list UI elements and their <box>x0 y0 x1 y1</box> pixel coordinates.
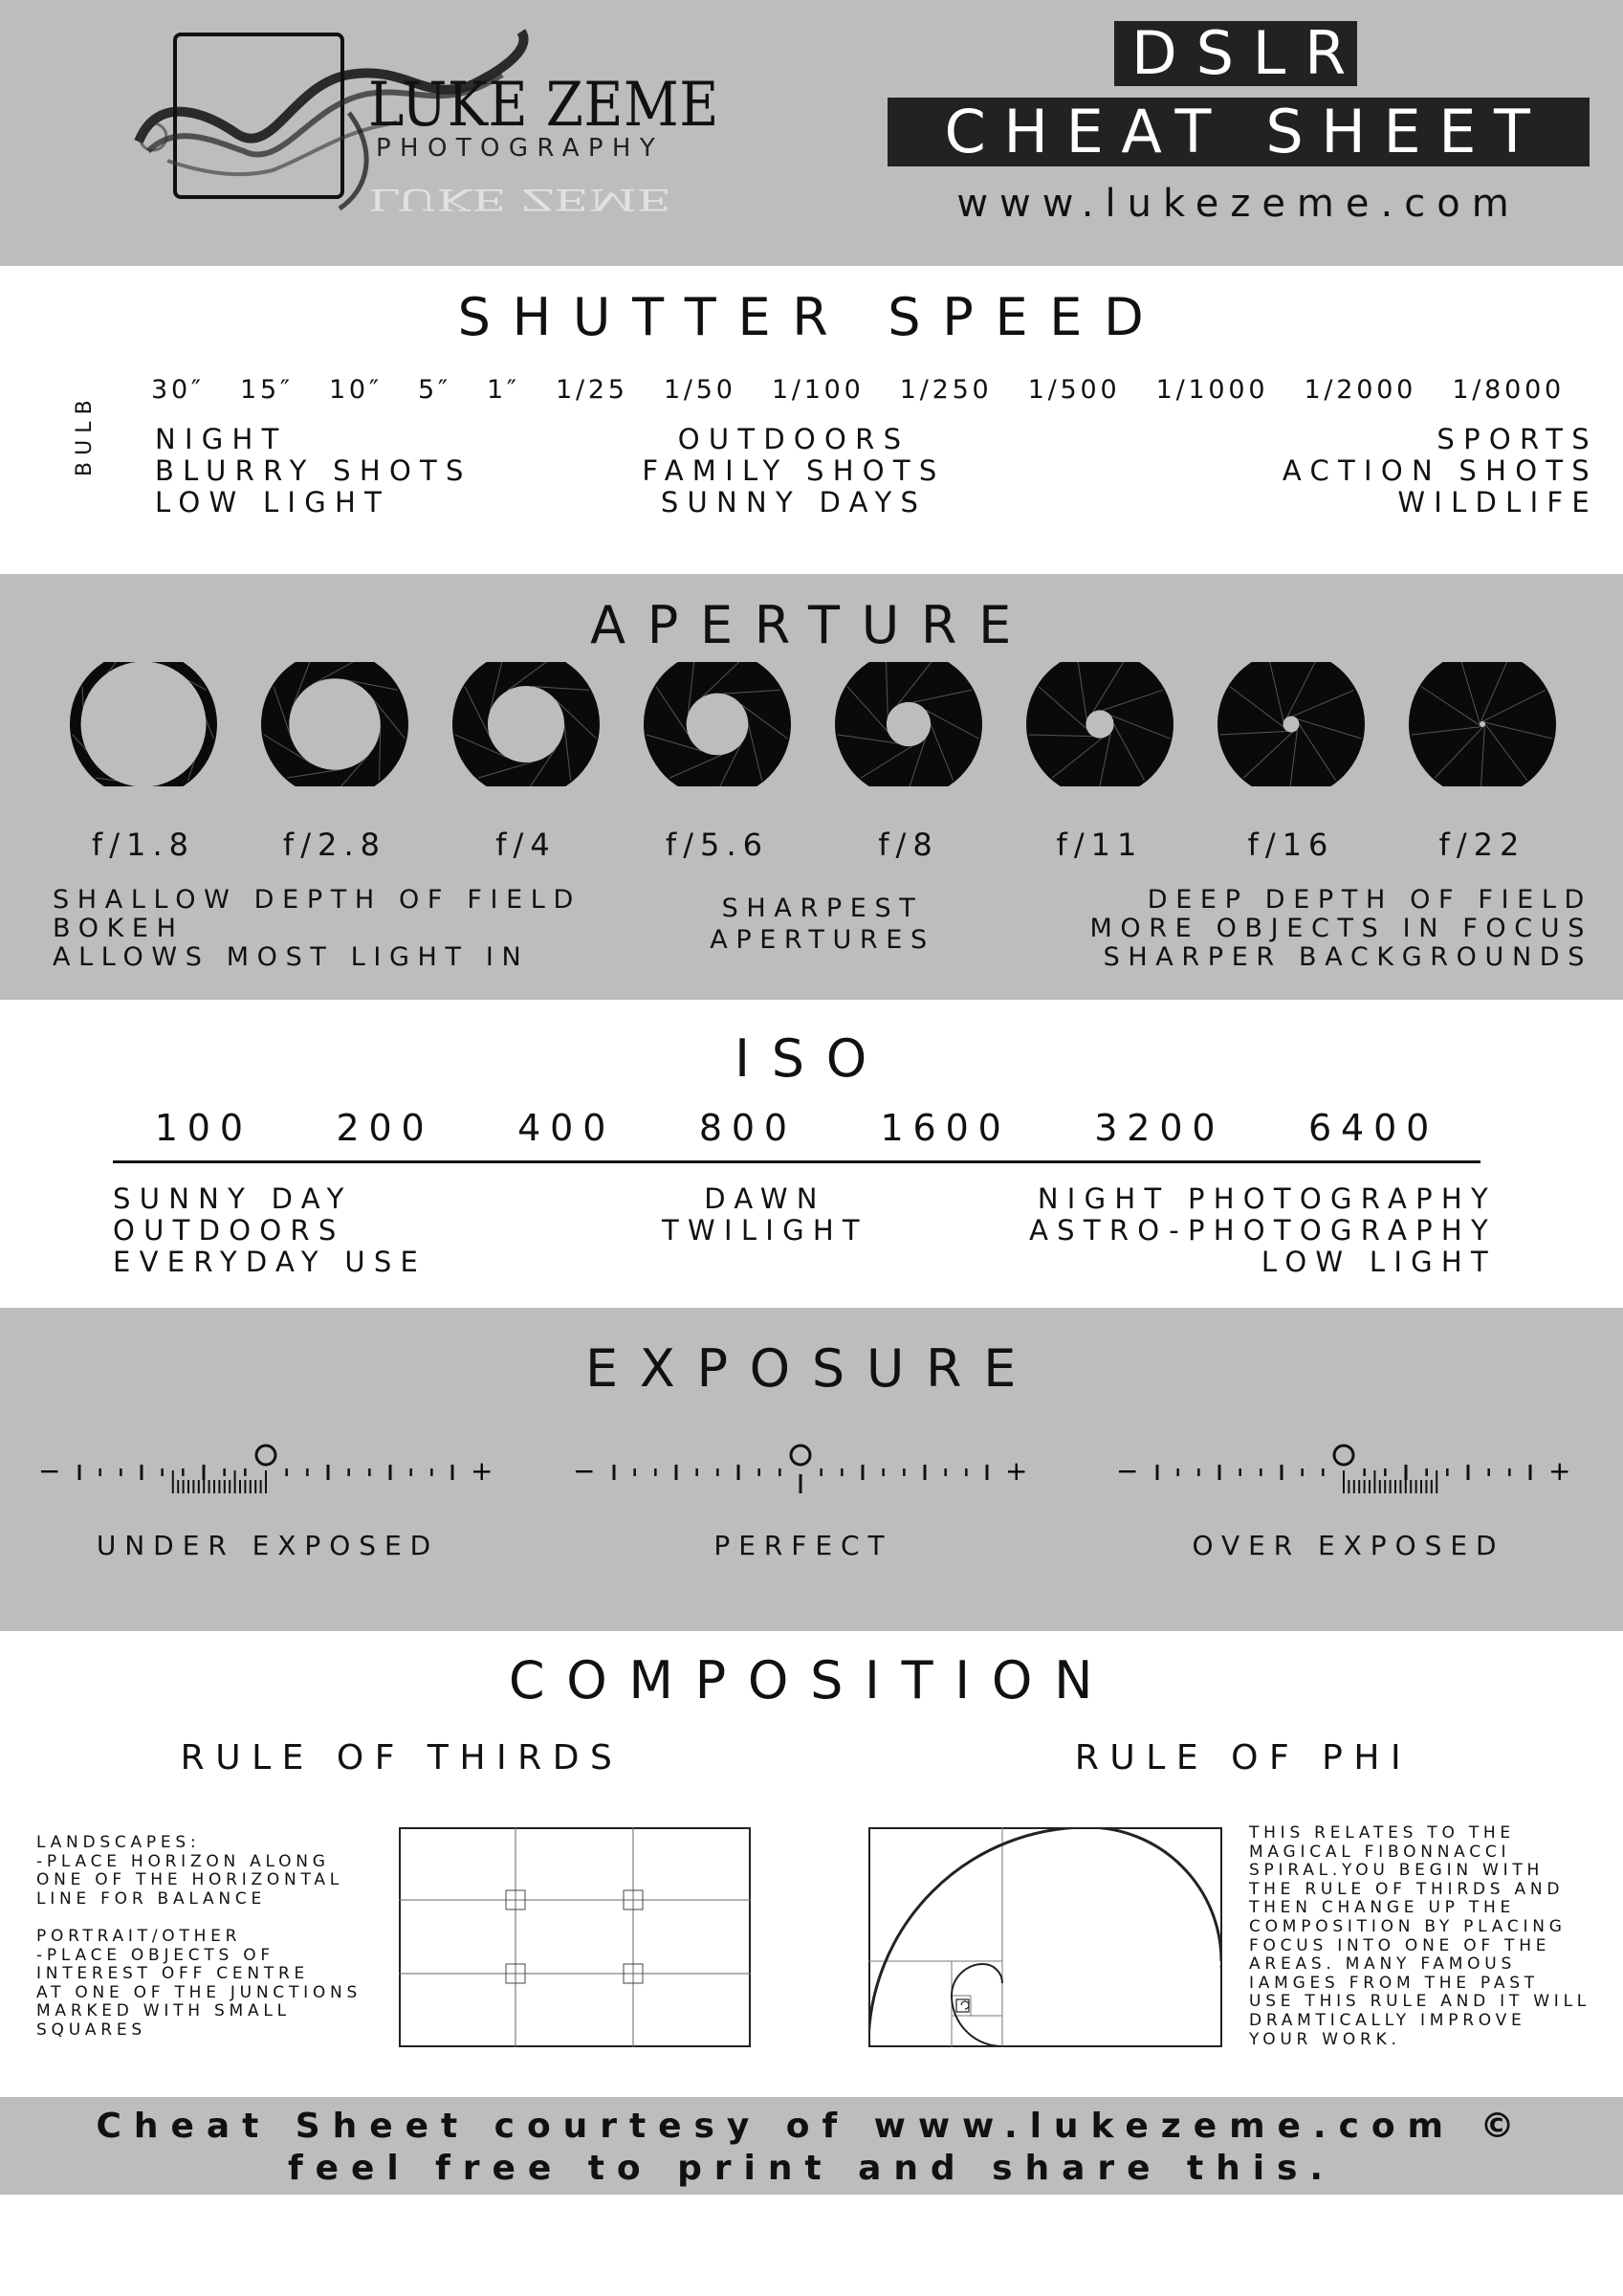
aperture-blade-icon <box>835 662 982 786</box>
iso-left-notes <box>113 1183 427 1278</box>
meter-label: OVER EXPOSED <box>1192 1530 1505 1561</box>
note-line: SHALLOW DEPTH OF FIELD <box>53 885 581 915</box>
note-line: NIGHT PHOTOGRAPHY <box>1037 1182 1497 1215</box>
logo <box>129 27 760 218</box>
aperture-blade-icon <box>1026 662 1173 786</box>
aperture-title: APERTURE <box>590 595 1033 655</box>
note-line: LOW LIGHT <box>1261 1246 1497 1278</box>
aperture-blade-icon <box>70 662 217 786</box>
minus-sign: − <box>38 1455 61 1487</box>
composition-section <box>0 1631 1623 2097</box>
aperture-stop-label: f/22 <box>1438 827 1526 863</box>
note-line: SPORTS <box>1437 423 1598 455</box>
note-line: OUTDOORS <box>113 1214 345 1247</box>
iso-value: 6400 <box>1308 1107 1439 1149</box>
exposure-meter <box>573 1446 1027 1493</box>
iso-value: 400 <box>517 1107 616 1149</box>
note-line: NIGHT <box>155 423 288 455</box>
shutter-title: SHUTTER SPEED <box>457 287 1166 347</box>
speed-value: 1/1000 <box>1155 375 1269 405</box>
aperture-stop-label: f/1.8 <box>91 827 196 863</box>
logo-subtitle: PHOTOGRAPHY <box>376 134 665 163</box>
shutter-section <box>0 266 1623 574</box>
speed-value: 15″ <box>239 375 294 405</box>
aperture-left-notes <box>53 886 581 972</box>
speed-value: 30″ <box>151 375 205 405</box>
aperture-stop-label: f/4 <box>495 827 557 863</box>
aperture-stop-label: f/11 <box>1056 827 1144 863</box>
meter-label: PERFECT <box>713 1530 893 1561</box>
speed-value: 5″ <box>417 375 451 405</box>
header-band <box>0 0 1623 266</box>
golden-spiral-diagram <box>868 1827 1222 2047</box>
bulb-label: BULB <box>73 393 97 476</box>
iso-value: 800 <box>698 1107 797 1149</box>
aperture-diagram <box>0 662 1623 786</box>
minus-sign: − <box>573 1455 596 1487</box>
iso-section <box>0 1000 1623 1308</box>
plus-sign: + <box>471 1455 493 1487</box>
aperture-right-notes <box>999 886 1592 972</box>
speed-value: 10″ <box>328 375 383 405</box>
rule-of-phi-title: RULE OF PHI <box>1074 1738 1413 1777</box>
iso-rule <box>113 1160 1480 1163</box>
iso-value: 3200 <box>1094 1107 1225 1149</box>
note-line: FAMILY SHOTS <box>642 454 946 487</box>
note-line: SUNNY DAY <box>113 1182 353 1215</box>
aperture-mid-notes <box>612 893 1033 956</box>
logo-name: LUKE ZEME <box>368 70 719 141</box>
shutter-mid-notes <box>536 424 1052 519</box>
speed-value: 1/100 <box>771 375 865 405</box>
aperture-blade-icon <box>452 662 600 786</box>
note-line: DEEP DEPTH OF FIELD <box>1147 885 1592 915</box>
meter-label: UNDER EXPOSED <box>96 1530 440 1561</box>
note-line: BLURRY SHOTS <box>155 454 472 487</box>
minus-sign: − <box>1116 1455 1139 1487</box>
note-line: SHARPEST <box>721 894 924 923</box>
note-line: OUTDOORS <box>677 423 910 455</box>
shutter-left-notes <box>155 424 472 519</box>
title-cheat-sheet: CHEAT SHEET <box>888 98 1590 166</box>
aperture-blade-icon <box>261 662 408 786</box>
speed-value: 1/250 <box>899 375 993 405</box>
aperture-blade-icon <box>1409 662 1556 786</box>
aperture-stop-label: f/5.6 <box>665 827 770 863</box>
logo-reflection: LUKE ZEME <box>368 182 671 216</box>
exposure-meter <box>38 1446 493 1493</box>
footer-line-2: feel free to print and share this. <box>287 2149 1336 2188</box>
exposure-meters <box>0 1432 1623 1509</box>
shutter-right-notes <box>1082 424 1598 519</box>
note-line: APERTURES <box>710 925 935 955</box>
note-line: WILDLIFE <box>1397 486 1598 519</box>
rule-of-phi-text: THIS RELATES TO THE MAGICAL FIBONNACCI SPIRAL.YOU BEGIN WITH THE RULE OF THIRDS AND THEN CHANGE UP THE COMPOSITION BY PLACING FOCUS INTO ONE OF THE AREAS. MANY FAMOUS IAMGES FROM THE PAST USE THIS RULE AND IT WILL DRAMTICALLY IMPROVE YOUR WORK. <box>1249 1823 1591 2049</box>
note-line: TWILIGHT <box>662 1214 868 1247</box>
iso-value: 100 <box>154 1107 252 1149</box>
aperture-section <box>0 574 1623 1000</box>
rule-of-thirds-text: LANDSCAPES: -PLACE HORIZON ALONG ONE OF THE HORIZONTAL LINE FOR BALANCE PORTRAIT/OTHER -PLACE OBJECTS OF INTEREST OFF CENTRE AT ONE OF THE JUNCTIONS MARKED WITH SMALL SQUARES <box>36 1833 362 2040</box>
speed-value: 1/50 <box>663 375 736 405</box>
speed-value: 1/2000 <box>1304 375 1417 405</box>
aperture-stop-label: f/16 <box>1247 827 1335 863</box>
note-line: EVERYDAY USE <box>113 1246 428 1278</box>
aperture-stop-label: f/8 <box>878 827 939 863</box>
exposure-title: EXPOSURE <box>584 1338 1039 1399</box>
rule-of-thirds-title: RULE OF THIRDS <box>180 1738 624 1777</box>
note-line: MORE OBJECTS IN FOCUS <box>1089 914 1592 943</box>
footer-line-1: Cheat Sheet courtesy of www.lukezeme.com © <box>96 2107 1527 2146</box>
shutter-speed-scale <box>151 375 1565 405</box>
plus-sign: + <box>1548 1455 1571 1487</box>
note-line: ACTION SHOTS <box>1282 454 1598 487</box>
speed-value: 1/500 <box>1027 375 1121 405</box>
composition-title: COMPOSITION <box>508 1650 1115 1711</box>
speed-value: 1/25 <box>555 375 628 405</box>
footer-band <box>0 2097 1623 2195</box>
aperture-labels <box>0 827 1623 865</box>
title-dslr: DSLR <box>1114 21 1357 86</box>
aperture-stop-label: f/2.8 <box>282 827 387 863</box>
aperture-blade-icon <box>1217 662 1365 786</box>
note-line: BOKEH <box>53 914 185 943</box>
speed-value: 1/8000 <box>1452 375 1565 405</box>
note-line: ASTRO-PHOTOGRAPHY <box>1029 1214 1497 1247</box>
iso-scale <box>113 1107 1480 1149</box>
speed-value: 1″ <box>486 375 520 405</box>
note-line: SUNNY DAYS <box>660 486 928 519</box>
iso-value: 1600 <box>880 1107 1011 1149</box>
note-line: ALLOWS MOST LIGHT IN <box>53 942 530 972</box>
iso-right-notes <box>904 1183 1497 1278</box>
note-line: LOW LIGHT <box>155 486 391 519</box>
iso-title: ISO <box>735 1028 888 1089</box>
rule-of-thirds-grid <box>399 1827 751 2047</box>
website-url[interactable]: www.lukezeme.com <box>956 182 1521 226</box>
note-line: SHARPER BACKGROUNDS <box>1103 942 1592 972</box>
iso-value: 200 <box>336 1107 434 1149</box>
exposure-meter <box>1116 1446 1570 1493</box>
exposure-section <box>0 1308 1623 1631</box>
plus-sign: + <box>1005 1455 1028 1487</box>
aperture-blade-icon <box>644 662 791 786</box>
note-line: DAWN <box>704 1182 826 1215</box>
